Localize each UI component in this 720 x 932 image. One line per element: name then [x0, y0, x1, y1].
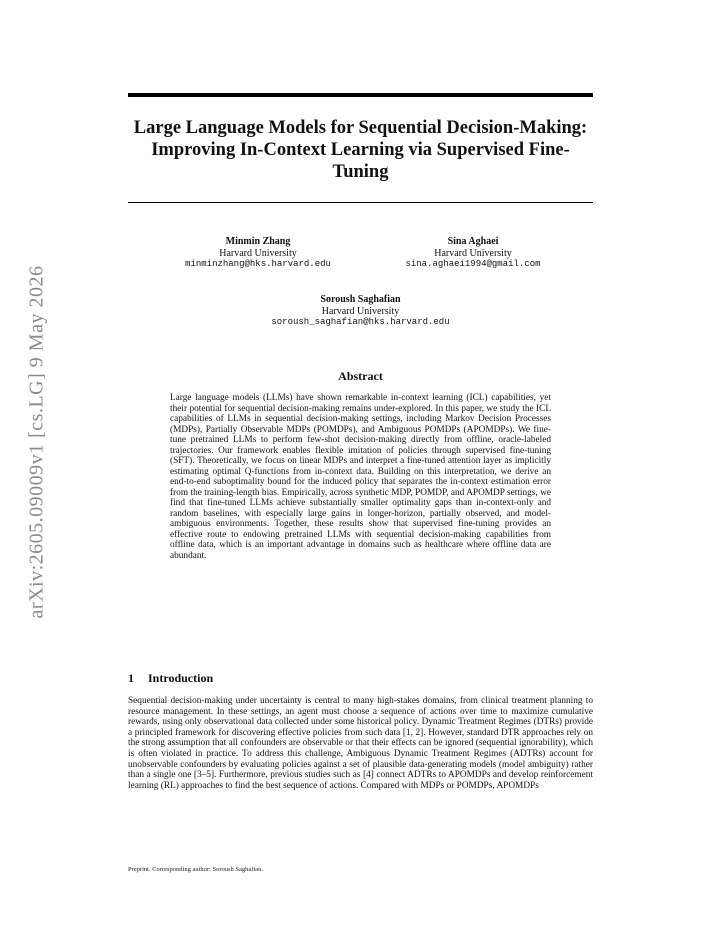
- section-heading: [128, 671, 213, 686]
- title-bottom-rule: [128, 202, 593, 203]
- section-number: 1: [128, 671, 134, 685]
- author-card: [158, 236, 358, 271]
- arxiv-identifier-stamp: [4, 0, 68, 932]
- abstract-text: Large language models (LLMs) have shown remarkable in-context learning (ICL) capabilities, yet their potential for sequential decision-making remains under-explored. In this paper, we study the ICL capabilities of LLMs in sequential decision-making settings, including Markov Decision Processes (MDPs), Partially Observable MDPs (POMDPs), and Ambiguous POMDPs (APOMDPs). We fine-tune pretrained LLMs to perform few-shot decision-making directly from offline, oracle-labeled trajectories. Our framework enables flexible imitation of policies through supervised fine-tuning (SFT). Theoretically, we focus on linear MDPs and interpret a fine-tuned attention layer as implicitly estimating optimal Q-functions from in-context data. Building on this interpretation, we derive an end-to-end suboptimality bound for the induced policy that separates the in-context estimation error from the training-length bias. Empirically, across synthetic MDP, POMDP, and APOMDP settings, we find that fine-tuned LLMs achieve substantially smaller optimality gaps than in-context-only and random baselines, with especially large gains in longer-horizon, partially observed, and model-ambiguous environments. Together, these results show that supervised fine-tuning provides an effective route to endowing pretrained LLMs with sequential decision-making capabilities from offline data, which is an important advantage in domains such as healthcare where offline data are abundant.: [170, 393, 551, 561]
- author-email: soroush_saghafian@hks.harvard.edu: [271, 317, 450, 327]
- introduction-text: Sequential decision-making under uncertainty is central to many high-stakes domains, from clinical treatment planning to resource management. In these settings, an agent must choose a sequence of actions over time to maximize cumulative rewards, using only observational data collected under some historical policy. Dynamic Treatment Regimes (DTRs) provide a principled framework for discovering effective policies from such data [1, 2]. However, standard DTR approaches rely on the strong assumption that all confounders are observable or that their effects can be ignored (sequential ignorability), which is often violated in practice. To address this challenge, Ambiguous Dynamic Treatment Regimes (ADTRs) account for unobservable confounders by evaluating policies against a set of plausible data-generating models (model ambiguity) rather than a single one [3–5]. Furthermore, previous studies such as [4] connect ADTRs to APOMDPs and develop reinforcement learning (RL) approaches to find the best sequence of actions. Compared with MDPs or POMDPs, APOMDPs: [128, 696, 593, 791]
- author-affiliation: Harvard University: [434, 247, 512, 259]
- author-name: Sina Aghaei: [447, 236, 499, 247]
- abstract-heading: Abstract: [338, 369, 383, 383]
- author-email: sina.aghaei1994@gmail.com: [405, 259, 541, 269]
- author-name: Soroush Saghafian: [320, 294, 401, 305]
- author-card: [368, 236, 578, 271]
- author-name: Minmin Zhang: [225, 236, 291, 247]
- title-top-rule: [128, 93, 593, 97]
- author-affiliation: Harvard University: [321, 305, 400, 317]
- author-email: minminzhang@hks.harvard.edu: [185, 259, 331, 269]
- footnote: Preprint. Corresponding author: Soroush Saghafian.: [128, 866, 264, 873]
- author-affiliation: Harvard University: [219, 247, 297, 259]
- section-title: Introduction: [148, 671, 214, 685]
- author-card: [228, 294, 493, 329]
- paper-title: Large Language Models for Sequential Decision-Making: Improving In-Context Learning via Supervised Fine-Tuning: [133, 118, 588, 182]
- arxiv-identifier: arXiv:2605.09009v1 [cs.LG] 9 May 2026: [25, 265, 48, 619]
